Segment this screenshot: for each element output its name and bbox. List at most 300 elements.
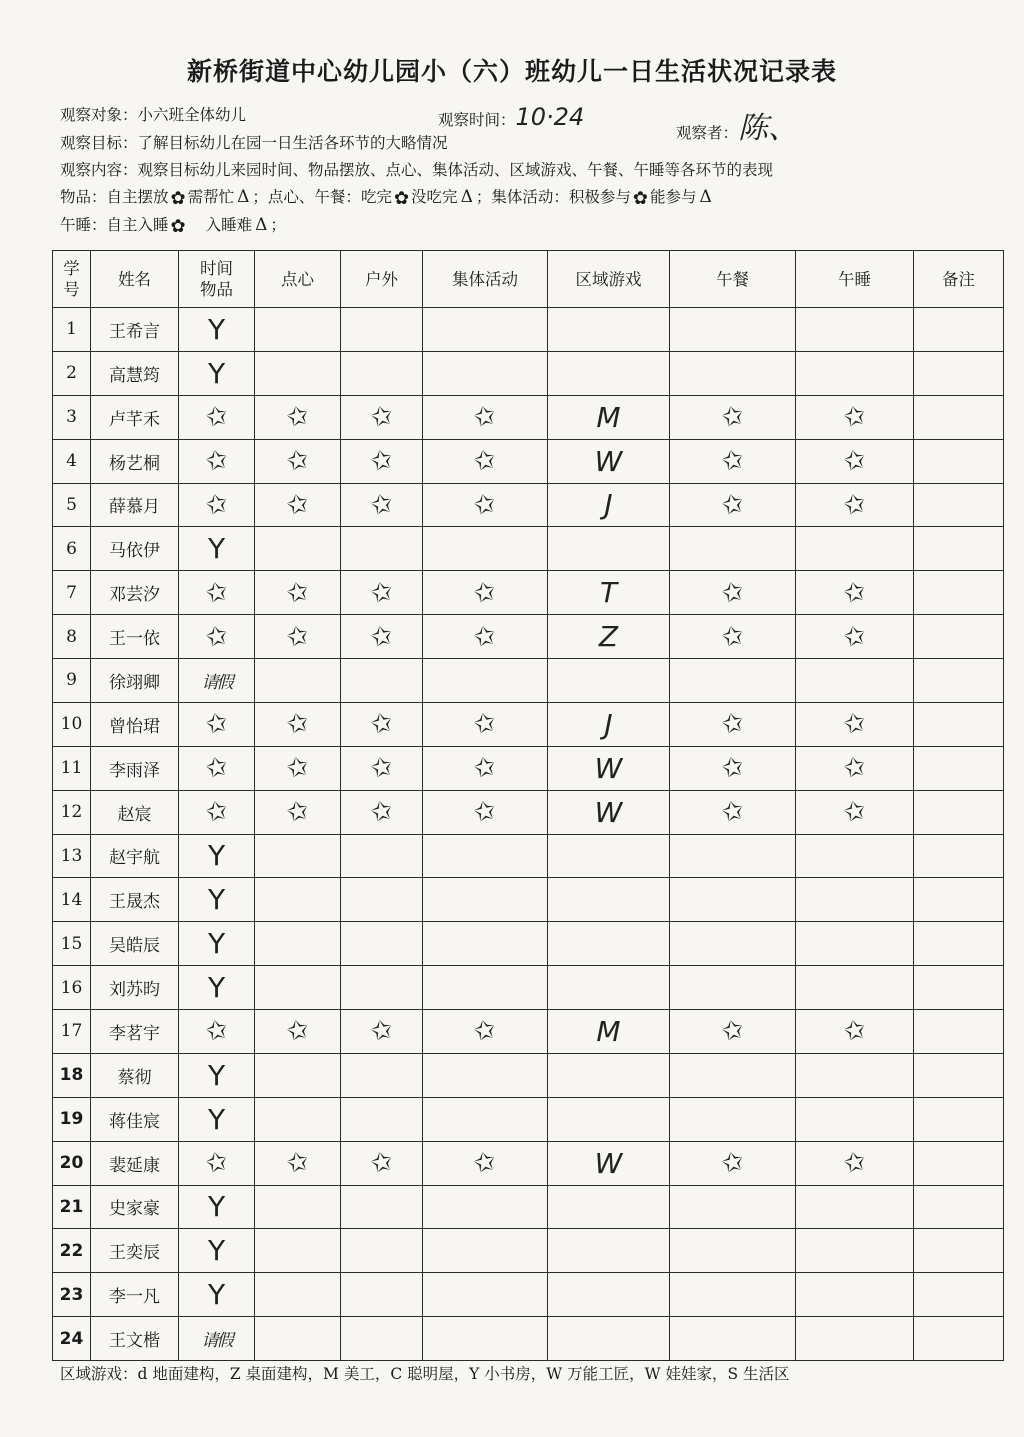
star-mark-icon: ✩ <box>367 444 396 479</box>
cell-time <box>179 395 255 439</box>
cell-area <box>548 1185 670 1229</box>
star-mark-icon: ✩ <box>471 444 499 479</box>
star-mark-icon: ✩ <box>718 619 747 654</box>
cell-snack <box>255 1010 341 1054</box>
table-row <box>53 527 1004 571</box>
star-mark-icon: ✩ <box>471 619 499 654</box>
cell-lunch <box>670 1097 796 1141</box>
student-number: 8 <box>53 615 91 659</box>
handwritten-mark: Y <box>207 312 226 346</box>
cell-snack <box>255 1053 341 1097</box>
handwritten-mark: Y <box>207 1234 226 1268</box>
cell-time <box>179 1229 255 1273</box>
cell-note <box>914 527 1004 571</box>
table-row <box>53 790 1004 834</box>
cell-time <box>179 1317 255 1361</box>
cell-time <box>179 1097 255 1141</box>
cell-outdoor <box>341 1053 423 1097</box>
page-title: 新桥街道中心幼儿园小（六）班幼儿一日生活状况记录表 <box>186 57 837 86</box>
cell-lunch <box>670 395 796 439</box>
observation-goal <box>60 131 448 153</box>
cell-note <box>914 659 1004 703</box>
cell-time <box>179 834 255 878</box>
student-name: 马依伊 <box>91 527 179 571</box>
cell-group <box>423 1317 548 1361</box>
cell-note <box>914 1141 1004 1185</box>
star-mark-icon: ✩ <box>471 487 499 522</box>
cell-note <box>914 615 1004 659</box>
table-body <box>53 308 1004 1361</box>
cell-group <box>423 1097 548 1141</box>
cell-time <box>179 351 255 395</box>
cell-note <box>914 351 1004 395</box>
student-name: 王文楷 <box>91 1317 179 1361</box>
cell-outdoor <box>341 527 423 571</box>
handwritten-mark: J <box>604 707 613 741</box>
student-name: 裴延康 <box>91 1141 179 1185</box>
cell-snack <box>255 308 341 352</box>
table-row <box>53 966 1004 1010</box>
student-name: 蒋佳宸 <box>91 1097 179 1141</box>
legend-finished: 吃完 <box>360 188 392 206</box>
star-mark-icon: ✩ <box>367 795 396 830</box>
handwritten-mark: Y <box>207 1102 226 1136</box>
observation-content <box>60 158 773 180</box>
cell-group <box>423 439 548 483</box>
handwritten-mark: Y <box>207 1190 226 1224</box>
observer-signature: 陈、 <box>738 111 799 146</box>
cell-nap <box>796 483 914 527</box>
student-number: 14 <box>53 878 91 922</box>
cell-group <box>423 308 548 352</box>
cell-group <box>423 1185 548 1229</box>
star-mark-icon: ✩ <box>367 1014 396 1049</box>
cell-lunch <box>670 439 796 483</box>
cell-nap <box>796 834 914 878</box>
table-row <box>53 659 1004 703</box>
handwritten-mark: W <box>594 1146 623 1180</box>
handwritten-mark: Y <box>207 927 226 961</box>
cell-time <box>179 702 255 746</box>
legend-self-sleep: 自主入睡 <box>106 216 169 234</box>
star-mark-icon: ✩ <box>840 751 869 786</box>
cell-time <box>179 1053 255 1097</box>
star-mark-icon: ✩ <box>840 400 869 435</box>
star-mark-icon: ✩ <box>367 575 396 610</box>
star-mark-icon: ✩ <box>283 444 312 479</box>
student-number: 15 <box>53 922 91 966</box>
student-number: 2 <box>53 351 91 395</box>
header-num: 学 号 <box>53 251 91 308</box>
cell-note <box>914 790 1004 834</box>
star-mark-icon: ✩ <box>840 707 869 742</box>
cell-note <box>914 922 1004 966</box>
star-mark-icon: ✩ <box>367 707 396 742</box>
star-icon: ✿ <box>170 216 186 237</box>
handwritten-mark: 请假 <box>201 1331 232 1352</box>
cell-area <box>548 308 670 352</box>
star-mark-icon: ✩ <box>367 400 396 435</box>
cell-area <box>548 1097 670 1141</box>
table-row <box>53 1317 1004 1361</box>
star-mark-icon: ✩ <box>718 487 747 522</box>
triangle-icon: Δ <box>699 187 712 207</box>
cell-outdoor <box>341 1097 423 1141</box>
student-number: 13 <box>53 834 91 878</box>
table-row <box>53 1053 1004 1097</box>
handwritten-mark: W <box>594 751 623 785</box>
handwritten-mark: T <box>599 576 618 610</box>
content-value: 观察目标幼儿来园时间、物品摆放、点心、集体活动、区域游戏、午餐、午睡等各环节的表现 <box>137 161 774 179</box>
cell-lunch <box>670 834 796 878</box>
star-mark-icon: ✩ <box>283 707 312 742</box>
cell-lunch <box>670 966 796 1010</box>
cell-lunch <box>670 922 796 966</box>
observer-label: 观察者： <box>676 124 739 142</box>
table-row <box>53 308 1004 352</box>
cell-outdoor <box>341 702 423 746</box>
legend-items-label: 物品： <box>60 188 107 206</box>
cell-lunch <box>670 483 796 527</box>
legend-can-join: 能参与 <box>649 188 697 206</box>
cell-outdoor <box>341 966 423 1010</box>
cell-note <box>914 966 1004 1010</box>
star-mark-icon: ✩ <box>718 444 747 479</box>
cell-nap <box>796 1141 914 1185</box>
student-number: 20 <box>53 1141 91 1185</box>
star-mark-icon: ✩ <box>718 400 747 435</box>
cell-group <box>423 922 548 966</box>
cell-group <box>423 1229 548 1273</box>
table-row <box>53 439 1004 483</box>
record-table <box>52 250 1004 1361</box>
student-name: 王希言 <box>91 308 179 352</box>
student-number: 16 <box>53 966 91 1010</box>
star-mark-icon: ✩ <box>471 1146 499 1181</box>
cell-group <box>423 1053 548 1097</box>
header-group: 集体活动 <box>423 251 548 308</box>
handwritten-mark: M <box>596 400 621 434</box>
student-name: 蔡彻 <box>91 1053 179 1097</box>
cell-area <box>548 1010 670 1054</box>
cell-lunch <box>670 571 796 615</box>
star-mark-icon: ✩ <box>471 751 499 786</box>
cell-lunch <box>670 702 796 746</box>
cell-note <box>914 439 1004 483</box>
cell-lunch <box>670 1053 796 1097</box>
student-name: 李一凡 <box>91 1273 179 1317</box>
cell-area <box>548 746 670 790</box>
cell-outdoor <box>341 922 423 966</box>
cell-outdoor <box>341 1141 423 1185</box>
cell-outdoor <box>341 834 423 878</box>
cell-nap <box>796 966 914 1010</box>
header-note: 备注 <box>914 251 1004 308</box>
handwritten-mark: 请假 <box>201 672 232 693</box>
student-name: 高慧筠 <box>91 351 179 395</box>
header-area: 区域游戏 <box>548 251 670 308</box>
cell-lunch <box>670 659 796 703</box>
observer <box>676 103 798 147</box>
star-mark-icon: ✩ <box>283 619 312 654</box>
content-label: 观察内容： <box>60 161 138 179</box>
cell-note <box>914 1317 1004 1361</box>
star-mark-icon: ✩ <box>718 1014 747 1049</box>
cell-snack <box>255 659 341 703</box>
star-mark-icon: ✩ <box>840 1146 869 1181</box>
legend-line-2 <box>60 213 286 237</box>
cell-time <box>179 746 255 790</box>
cell-time <box>179 615 255 659</box>
handwritten-mark: W <box>594 795 623 829</box>
cell-snack <box>255 351 341 395</box>
cell-area <box>548 922 670 966</box>
cell-group <box>423 527 548 571</box>
student-number: 24 <box>53 1317 91 1361</box>
star-mark-icon: ✩ <box>718 751 747 786</box>
table-row <box>53 615 1004 659</box>
student-number: 4 <box>53 439 91 483</box>
cell-group <box>423 571 548 615</box>
student-name: 卢芊禾 <box>91 395 179 439</box>
cell-lunch <box>670 1273 796 1317</box>
cell-nap <box>796 1317 914 1361</box>
cell-lunch <box>670 527 796 571</box>
cell-area <box>548 966 670 1010</box>
student-number: 22 <box>53 1229 91 1273</box>
cell-outdoor <box>341 1010 423 1054</box>
table-row <box>53 1097 1004 1141</box>
time-value: 10·24 <box>515 103 585 131</box>
time-label: 观察时间： <box>438 111 516 129</box>
star-mark-icon: ✩ <box>283 400 312 435</box>
student-name: 李雨泽 <box>91 746 179 790</box>
star-mark-icon: ✩ <box>471 1014 499 1049</box>
cell-area <box>548 1141 670 1185</box>
cell-nap <box>796 527 914 571</box>
table-row <box>53 922 1004 966</box>
table-row <box>53 351 1004 395</box>
cell-note <box>914 395 1004 439</box>
cell-note <box>914 571 1004 615</box>
cell-group <box>423 878 548 922</box>
star-icon: ✿ <box>393 188 410 209</box>
cell-snack <box>255 395 341 439</box>
star-mark-icon: ✩ <box>367 487 396 522</box>
cell-outdoor <box>341 1229 423 1273</box>
star-mark-icon: ✩ <box>202 444 231 479</box>
cell-note <box>914 1097 1004 1141</box>
cell-snack <box>255 1273 341 1317</box>
cell-area <box>548 483 670 527</box>
cell-area <box>548 351 670 395</box>
cell-outdoor <box>341 878 423 922</box>
handwritten-mark: Y <box>207 532 226 566</box>
table-row <box>53 1229 1004 1273</box>
cell-snack <box>255 1229 341 1273</box>
cell-snack <box>255 922 341 966</box>
cell-time <box>179 1185 255 1229</box>
table-row <box>53 483 1004 527</box>
triangle-icon: Δ <box>460 187 473 207</box>
cell-area <box>548 878 670 922</box>
cell-snack <box>255 1185 341 1229</box>
cell-note <box>914 1273 1004 1317</box>
cell-area <box>548 615 670 659</box>
cell-time <box>179 527 255 571</box>
cell-nap <box>796 351 914 395</box>
star-mark-icon: ✩ <box>840 795 869 830</box>
triangle-icon: Δ <box>255 215 268 235</box>
cell-snack <box>255 878 341 922</box>
cell-note <box>914 1053 1004 1097</box>
cell-nap <box>796 702 914 746</box>
table-row <box>53 1010 1004 1054</box>
star-mark-icon: ✩ <box>283 575 312 610</box>
cell-area <box>548 659 670 703</box>
cell-group <box>423 483 548 527</box>
cell-group <box>423 966 548 1010</box>
star-mark-icon: ✩ <box>718 707 747 742</box>
star-mark-icon: ✩ <box>471 707 499 742</box>
star-mark-icon: ✩ <box>718 1146 747 1181</box>
student-number: 21 <box>53 1185 91 1229</box>
cell-time <box>179 790 255 834</box>
handwritten-mark: J <box>604 488 613 522</box>
cell-snack <box>255 1097 341 1141</box>
student-number: 6 <box>53 527 91 571</box>
header-snack: 点心 <box>255 251 341 308</box>
cell-snack <box>255 571 341 615</box>
legend-need-help: 需帮忙 <box>187 188 235 206</box>
star-mark-icon: ✩ <box>283 751 312 786</box>
cell-time <box>179 1141 255 1185</box>
star-mark-icon: ✩ <box>202 575 231 610</box>
cell-outdoor <box>341 351 423 395</box>
table-row <box>53 1185 1004 1229</box>
cell-snack <box>255 1141 341 1185</box>
star-mark-icon: ✩ <box>840 1014 869 1049</box>
student-number: 12 <box>53 790 91 834</box>
handwritten-mark: Y <box>207 971 226 1005</box>
student-number: 5 <box>53 483 91 527</box>
student-name: 刘苏昀 <box>91 966 179 1010</box>
cell-area <box>548 571 670 615</box>
cell-note <box>914 834 1004 878</box>
cell-area <box>548 527 670 571</box>
star-mark-icon: ✩ <box>367 619 396 654</box>
star-mark-icon: ✩ <box>202 707 231 742</box>
student-number: 1 <box>53 308 91 352</box>
cell-nap <box>796 746 914 790</box>
student-name: 邓芸汐 <box>91 571 179 615</box>
student-number: 9 <box>53 659 91 703</box>
cell-nap <box>796 790 914 834</box>
cell-nap <box>796 571 914 615</box>
legend-self-place: 自主摆放 <box>106 188 169 206</box>
cell-area <box>548 1229 670 1273</box>
star-mark-icon: ✩ <box>283 795 312 830</box>
cell-nap <box>796 308 914 352</box>
cell-group <box>423 1010 548 1054</box>
cell-nap <box>796 1097 914 1141</box>
student-number: 10 <box>53 702 91 746</box>
cell-time <box>179 922 255 966</box>
cell-group <box>423 1141 548 1185</box>
star-mark-icon: ✩ <box>840 444 869 479</box>
star-mark-icon: ✩ <box>840 487 869 522</box>
star-icon: ✿ <box>632 188 648 209</box>
student-name: 李茗宇 <box>91 1010 179 1054</box>
cell-lunch <box>670 1185 796 1229</box>
cell-outdoor <box>341 790 423 834</box>
cell-lunch <box>670 746 796 790</box>
cell-nap <box>796 1273 914 1317</box>
legend-line-1 <box>60 185 715 209</box>
handwritten-mark: Y <box>207 1058 226 1092</box>
student-number: 19 <box>53 1097 91 1141</box>
star-mark-icon: ✩ <box>840 575 869 610</box>
handwritten-mark: Y <box>207 839 226 873</box>
star-mark-icon: ✩ <box>367 751 396 786</box>
observation-object <box>60 103 246 125</box>
header-row <box>53 251 1004 308</box>
student-name: 王一依 <box>91 615 179 659</box>
star-mark-icon: ✩ <box>283 487 312 522</box>
cell-nap <box>796 439 914 483</box>
star-mark-icon: ✩ <box>283 1014 312 1049</box>
handwritten-mark: Z <box>598 620 619 654</box>
cell-area <box>548 395 670 439</box>
handwritten-mark: Y <box>207 883 226 917</box>
student-name: 吴皓辰 <box>91 922 179 966</box>
cell-outdoor <box>341 395 423 439</box>
cell-group <box>423 790 548 834</box>
cell-time <box>179 1273 255 1317</box>
student-name: 曾怡珺 <box>91 702 179 746</box>
cell-outdoor <box>341 615 423 659</box>
star-mark-icon: ✩ <box>471 795 499 830</box>
star-mark-icon: ✩ <box>283 1146 312 1181</box>
handwritten-mark: W <box>594 444 623 478</box>
student-name: 薛慕月 <box>91 483 179 527</box>
student-number: 3 <box>53 395 91 439</box>
legend-group-label: ；集体活动： <box>475 188 569 206</box>
student-name: 王奕辰 <box>91 1229 179 1273</box>
table-row <box>53 395 1004 439</box>
handwritten-mark: Y <box>207 1278 226 1312</box>
student-name: 赵宸 <box>91 790 179 834</box>
table-row <box>53 1141 1004 1185</box>
star-mark-icon: ✩ <box>202 1014 231 1049</box>
cell-lunch <box>670 878 796 922</box>
student-number: 23 <box>53 1273 91 1317</box>
object-value: 小六班全体幼儿 <box>137 106 247 124</box>
cell-lunch <box>670 1141 796 1185</box>
cell-snack <box>255 439 341 483</box>
cell-lunch <box>670 351 796 395</box>
cell-note <box>914 746 1004 790</box>
cell-snack <box>255 615 341 659</box>
header-lunch: 午餐 <box>670 251 796 308</box>
legend-nap-label: 午睡： <box>60 216 107 234</box>
cell-time <box>179 571 255 615</box>
star-mark-icon: ✩ <box>471 400 499 435</box>
cell-nap <box>796 615 914 659</box>
cell-snack <box>255 966 341 1010</box>
cell-time <box>179 966 255 1010</box>
cell-nap <box>796 922 914 966</box>
